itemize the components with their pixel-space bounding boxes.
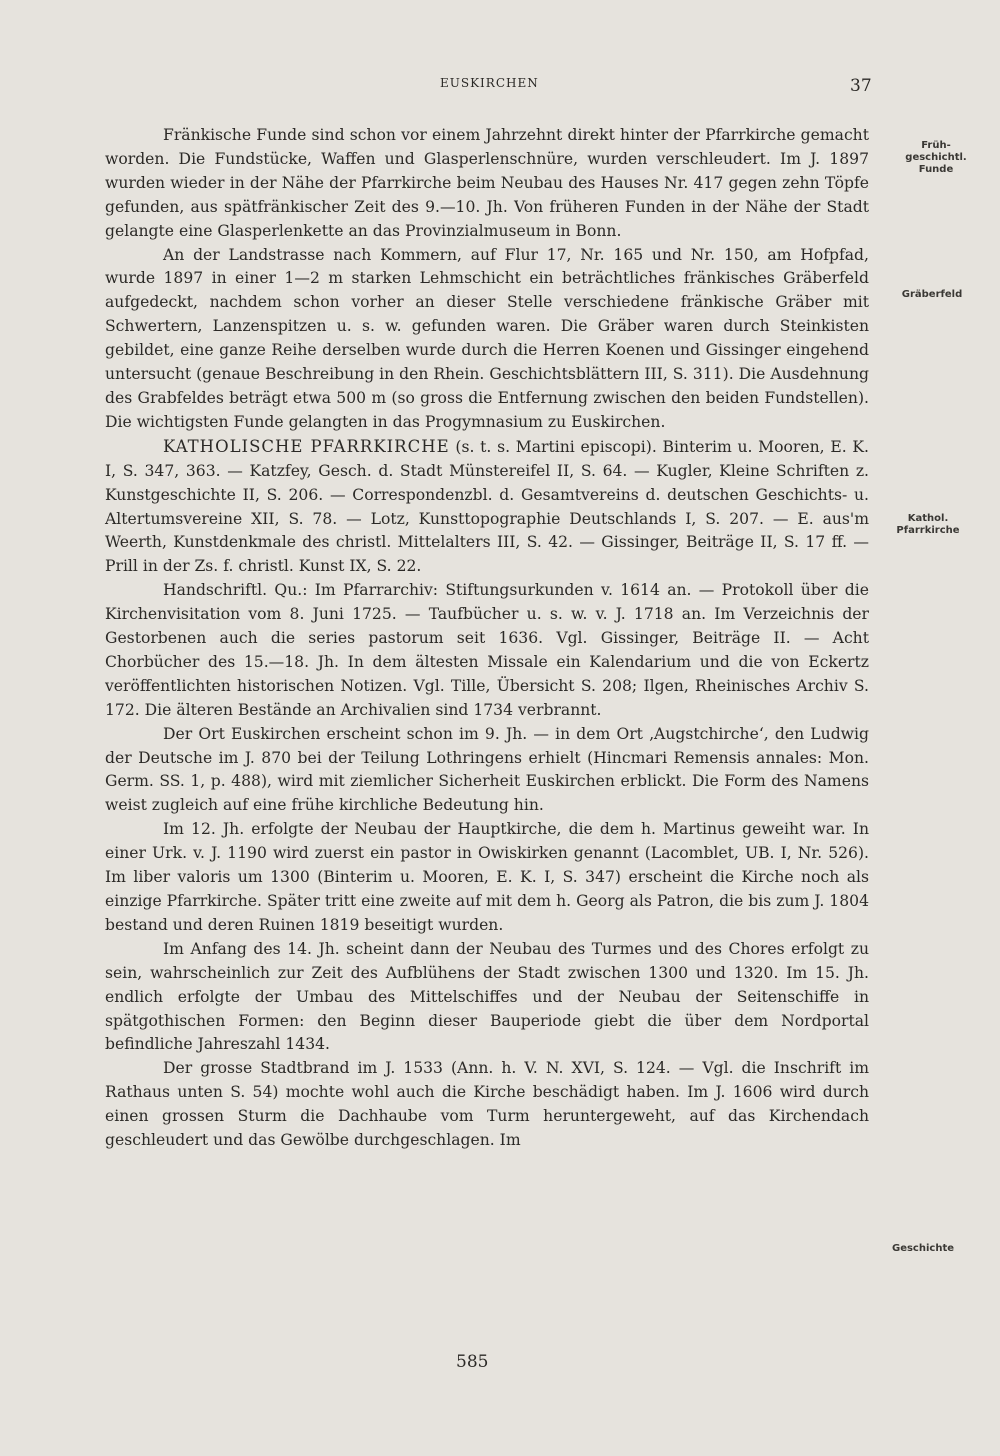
margin-note-graeberfeld: Gräberfeld [901,289,963,300]
paragraph: Im 12. Jh. erfolgte der Neubau der Hauptkirche, die dem h. Martinus geweiht war. In einer Urk. v. J. 1190 wird zuerst ein pastor in Owiskirken genannt (Lacomblet, UB. I, Nr. 526). Im liber valoris um 1300 (Binterim u. Mooren, E. K. I, S. 347) erscheint die Kirche noch als einzige Pfarrkirche. Später tritt eine zweite auf mit dem h. Georg als Patron, die bis zum J. 1804 bestand und deren Ruinen 1819 beseitigt wurden. [105,820,869,934]
paragraph: Handschriftl. Qu.: Im Pfarrarchiv: Stiftungsurkunden v. 1614 an. — Protokoll über die Kirchenvisitation vom 8. Juni 1725. — Taufbücher u. s. w. v. J. 1718 an. Im Verzeichnis der Gestorbenen auch die series pastorum seit 1636. Vgl. Gissinger, Beiträge II. — Acht Chorbücher des 15.—18. Jh. In dem ältesten Missale ein Kalendarium und die von Eckertz veröffentlichten historischen Notizen. Vgl. Tille, Übersicht S. 208; Ilgen, Rheinisches Archiv S. 172. Die älteren Bestände an Archivalien sind 1734 verbrannt. [105,581,869,719]
paragraph: Fränkische Funde sind schon vor einem Jahrzehnt direkt hinter der Pfarrkirche gemacht worden. Die Fundstücke, Waffen und Glasperlenschnüre, wurden verschleudert. Im J. 1897 wurden wieder in der Nähe der Pfarrkirche beim Neubau des Hauses Nr. 417 gegen zehn Töpfe gefunden, aus spätfränkischer Zeit des 9.—10. Jh. Von früheren Funden in der Nähe der Stadt gelangte eine Glasperlenkette an das Provinzialmuseum in Bonn. [105,126,869,240]
section-heading: KATHOLISCHE PFARRKIRCHE [163,436,450,456]
paragraph-heading: KATHOLISCHE PFARRKIRCHE (s. t. s. Martini episcopi). Binterim u. Mooren, E. K. I, S. 347, 363. — Katzfey, Gesch. d. Stadt Münstereifel II, S. 64. — Kugler, Kleine Schriften z. Kunstgeschichte II, S. 206. — Correspondenzbl. d. Gesamtvereins d. deutschen Geschichts- u. Altertumsvereine XII, S. 78. — Lotz, Kunsttopographie Deutschlands I, S. 207. — E. aus'm Weerth, Kunstdenkmale des christl. Mittelalters III, S. 42. — Gissinger, Beiträge II, S. 17 ff. — Prill in der Zs. f. christl. Kunst IX, S. 22. [105,436,869,576]
margin-note-pfarrkirche: Kathol. Pfarrkirche [896,513,960,536]
paragraph: Der Ort Euskirchen erscheint schon im 9. Jh. — in dem Ort ‚Augstchirche‘, den Ludwig der Deutsche im J. 870 bei der Teilung Lothringens erhielt (Hincmari Remensis annales: Mon. Germ. SS. 1, p. 488), wird mit ziemlicher Sicherheit Euskirchen erblickt. Die Form des Namens weist zugleich auf eine frühe kirchliche Bedeutung hin. [105,724,869,815]
paragraph: Der grosse Stadtbrand im J. 1533 (Ann. h. V. N. XVI, S. 124. — Vgl. die Inschrift im Rathaus unten S. 54) mochte wohl auch die Kirche beschädigt haben. Im J. 1606 wird durch einen grossen Sturm die Dachhaube vom Turm heruntergeweht, auf das Kirchendach geschleudert und das Gewölbe durchgeschlagen. Im [105,1059,869,1150]
paragraph: An der Landstrasse nach Kommern, auf Flur 17, Nr. 165 und Nr. 150, am Hofpfad, wurde 1897 in einer 1—2 m starken Lehmschicht ein beträchtliches fränkisches Gräberfeld aufgedeckt, nachdem schon vorher an dieser Stelle verschiedene fränkische Gräber mit Schwertern, Lanzenspitzen u. s. w. gefunden waren. Die Gräber waren durch Steinkisten gebildet, eine ganze Reihe derselben wurde durch die Herren Koenen und Gissinger eingehend untersucht (genaue Beschreibung in den Rhein. Geschichtsblättern III, S. 311). Die Ausdehnung des Grabfeldes beträgt etwa 500 m (so gross die Entfernung zwischen den beiden Fundstellen). Die wichtigsten Funde gelangten in das Progymnasium zu Euskirchen. [105,245,869,431]
page-number-top: 37 [850,76,872,96]
margin-note-funde: Früh- geschichtl. Funde [905,140,967,175]
page-number-bottom: 585 [456,1352,489,1372]
paragraph: Im Anfang des 14. Jh. scheint dann der Neubau des Turmes und des Chores erfolgt zu sein, wahrscheinlich zur Zeit des Aufblühens der Stadt zwischen 1300 und 1320. Im 15. Jh. endlich erfolgte der Umbau des Mittelschiffes und der Neubau der Seitenschiffe in spätgothischen Formen: den Beginn dieser Bauperiode giebt die über dem Nordportal befindliche Jahreszahl 1434. [105,939,869,1054]
margin-note-geschichte: Geschichte [891,1243,955,1254]
running-title: EUSKIRCHEN [440,76,539,90]
body-text [105,124,869,1153]
